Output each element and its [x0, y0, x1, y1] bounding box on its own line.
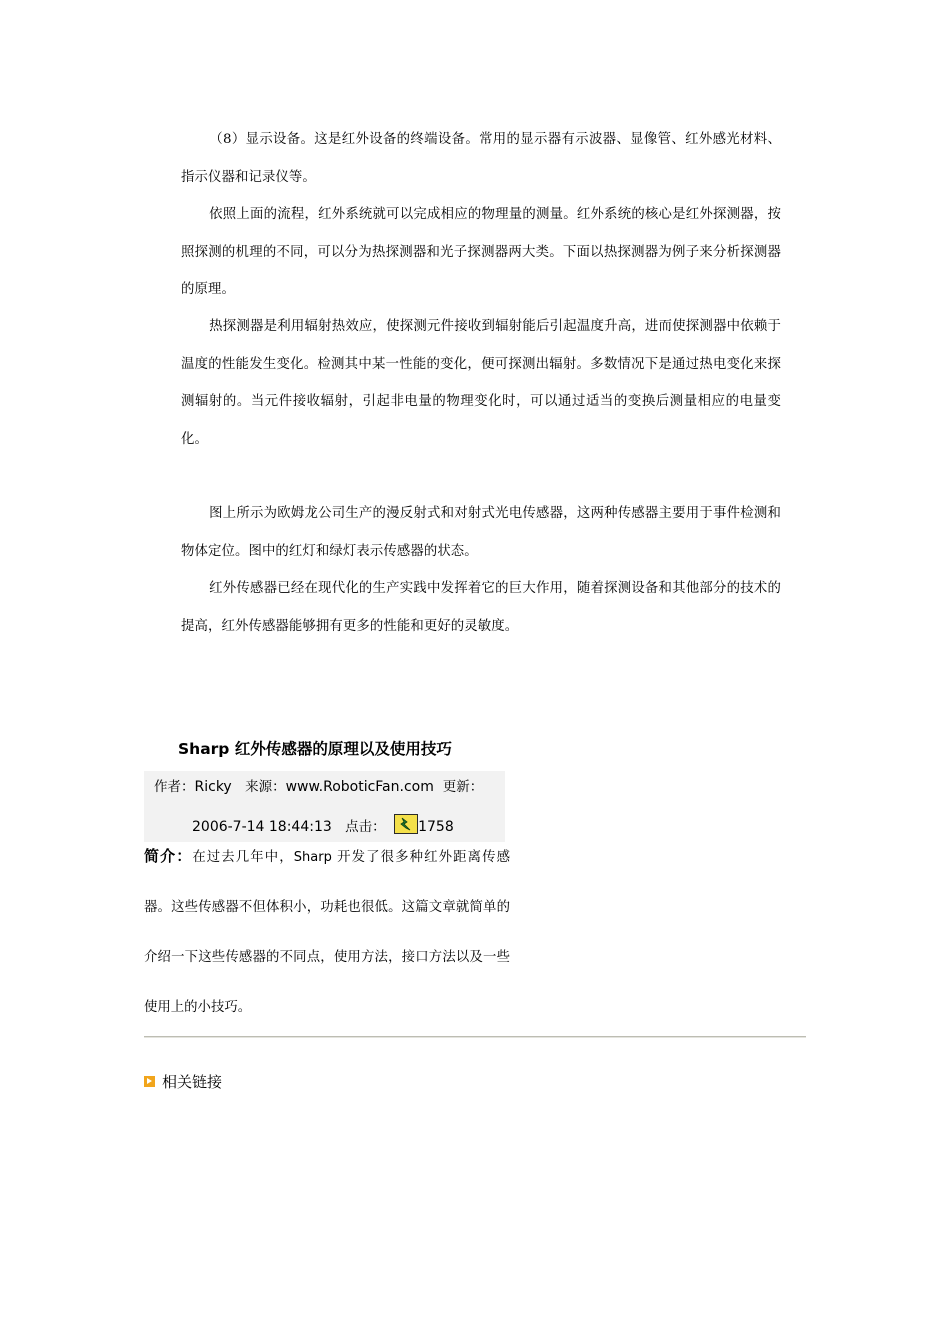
hits-value: 1758 [418, 819, 454, 835]
arrow-right-icon [144, 1076, 155, 1087]
paragraph-thermal-detector: 热探测器是利用辐射热效应，使探测元件接收到辐射能后引起温度升高，进而使探测器中依赖于温度的性能发生变化。检测其中某一性能的变化，便可探测出辐射。多数情况下是通过热电变化来探测辐射的。当元件接收辐射，引起非电量的物理变化时，可以通过适当的变换后测量相应的电量变化。 [181, 319, 781, 447]
article-title-en: Sharp [178, 740, 230, 758]
updated-label: 更新： [442, 779, 484, 795]
article-title [178, 737, 452, 759]
article-summary: 简介：在过去几年中，Sharp 开发了很多种红外距离传感器。这些传感器不但体积小，功耗也很低。这篇文章就简单的介绍一下这些传感器的不同点，使用方法，接口方法以及一些使用上的小技巧。 [144, 847, 510, 1015]
section-divider [144, 1036, 806, 1038]
source-label: 来源： [245, 779, 286, 795]
updated-value: 2006-7-14 18:44:13 [192, 819, 332, 835]
paragraph-display-devices: （8）显示设备。这是红外设备的终端设备。常用的显示器有示波器、显像管、红外感光材料、指示仪器和记录仪等。 [181, 132, 781, 185]
paragraph-detector-intro: 依照上面的流程，红外系统就可以完成相应的物理量的测量。红外系统的核心是红外探测器，按照探测的机理的不同，可以分为热探测器和光子探测器两大类。下面以热探测器为例子来分析探测器的原理。 [181, 207, 781, 297]
related-links[interactable] [144, 1071, 222, 1092]
related-links-label: 相关链接 [162, 1073, 223, 1091]
paragraph-omron-sensors: 图上所示为欧姆龙公司生产的漫反射式和对射式光电传感器，这两种传感器主要用于事件检测和物体定位。图中的红灯和绿灯表示传感器的状态。 [181, 506, 781, 559]
source-value: www.RoboticFan.com [285, 779, 434, 795]
article-title-cn: 红外传感器的原理以及使用技巧 [234, 740, 452, 758]
author-label: 作者： [154, 779, 195, 795]
paragraph-conclusion: 红外传感器已经在现代化的生产实践中发挥着它的巨大作用，随着探测设备和其他部分的技术的提高，红外传感器能够拥有更多的性能和更好的灵敏度。 [181, 581, 781, 634]
meta-line-author-source [154, 775, 483, 795]
hits-label: 点击： [345, 819, 386, 835]
author-value: Ricky [194, 779, 232, 795]
summary-label: 简介： [144, 847, 193, 865]
